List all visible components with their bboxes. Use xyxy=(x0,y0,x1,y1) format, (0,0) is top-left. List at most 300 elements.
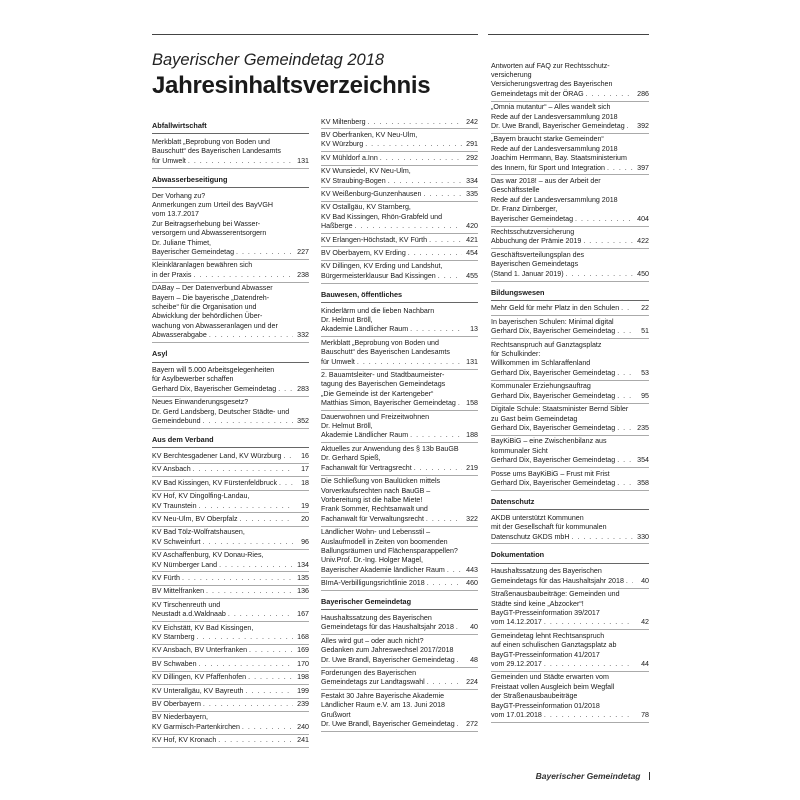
entry-text-line: Bauschutt“ des Bayerischen Landesamts xyxy=(321,348,450,357)
entry-text-line: Dr. Juliane Thimet, xyxy=(152,238,212,247)
entry-text-line: KV Wunsiedel, KV Neu-Ulm, xyxy=(321,167,411,176)
toc-entry[interactable] xyxy=(321,635,478,667)
toc-entry[interactable] xyxy=(152,491,309,514)
toc-entry[interactable] xyxy=(321,247,478,260)
entry-text-line: Neustadt a.d.Waldnaab xyxy=(152,610,226,619)
toc-entry[interactable] xyxy=(321,612,478,635)
entry-text-line: Merkblatt „Beprobung von Boden und xyxy=(321,338,439,347)
dot-leader xyxy=(236,248,293,257)
dot-leader xyxy=(199,660,293,669)
page-number: 40 xyxy=(470,623,478,632)
toc-entry[interactable] xyxy=(321,578,478,591)
dot-leader xyxy=(209,331,293,340)
entry-text-line: KV Dillingen, KV Erding und Landshut, xyxy=(321,262,443,271)
page-number: 283 xyxy=(297,384,309,393)
toc-entry[interactable] xyxy=(152,260,309,283)
entry-text-line: Gerhard Dix, Bayerischer Gemeindetag xyxy=(491,423,616,432)
entry-text-line: Dr. Helmut Bröll, xyxy=(321,422,373,431)
page-number: 352 xyxy=(297,417,309,426)
dot-leader xyxy=(571,533,633,542)
toc-section xyxy=(491,288,649,491)
toc-entry[interactable] xyxy=(321,234,478,247)
page-number: 13 xyxy=(470,325,478,334)
entry-text-line: Gemeindetags für das Haushaltsjahr 2018 xyxy=(321,623,454,632)
entry-text-line: Städte sind keine „Abzocker“! xyxy=(491,599,584,608)
page-number: 136 xyxy=(297,587,309,596)
entry-text-line: KV Hof, KV Dingolfing-Landau, xyxy=(152,492,250,501)
entry-text-line: Fachanwalt für Vertragsrecht xyxy=(321,463,412,472)
toc-entry[interactable] xyxy=(152,477,309,490)
entry-text-line: Neues Einwanderungsgesetz? xyxy=(152,398,249,407)
entry-text-line: Vorverkaufsrechten nach BauGB – xyxy=(321,486,431,495)
entry-text-line: Akademie Ländlicher Raum xyxy=(321,325,409,334)
footer-publication-name: Bayerischer Gemeindetag xyxy=(535,771,641,781)
toc-entry[interactable] xyxy=(152,550,309,573)
page-number: 330 xyxy=(637,532,649,541)
entry-text-line: Gedanken zum Jahreswechsel 2017/2018 xyxy=(321,646,454,655)
entry-text-line: Frank Sommer, Rechtsanwalt und xyxy=(321,505,428,514)
toc-entry[interactable] xyxy=(152,658,309,671)
page-number: 239 xyxy=(297,700,309,708)
page-number: 48 xyxy=(470,655,478,664)
toc-entry[interactable] xyxy=(491,436,649,468)
entry-text-line: Rechtsschutzversicherung xyxy=(491,228,575,236)
dot-leader xyxy=(408,249,462,258)
entry-text-line: KV Neu-Ulm, BV Oberpfalz xyxy=(152,514,238,523)
dot-leader xyxy=(583,237,633,246)
section-title: Asyl xyxy=(152,349,309,362)
entry-text-line: Antworten auf FAQ zur Rechtsschutz- xyxy=(491,61,610,70)
entry-text-line: BV Oberfranken, KV Neu-Ulm, xyxy=(321,130,418,139)
page-number: 291 xyxy=(466,140,478,149)
dot-leader xyxy=(245,687,293,696)
entry-text-line: Kleinkläranlagen bewähren sich xyxy=(152,261,253,270)
dot-leader xyxy=(575,215,633,224)
toc-entry[interactable] xyxy=(152,685,309,698)
toc-section xyxy=(152,349,309,429)
dot-leader xyxy=(279,479,293,488)
page-number: 392 xyxy=(637,121,649,130)
entry-text-line: „Bayern braucht starke Gemeinden“ xyxy=(491,135,604,144)
page-number: 17 xyxy=(301,465,309,474)
page-number: 334 xyxy=(466,176,478,185)
page-number: 454 xyxy=(466,248,478,257)
toc-entry[interactable] xyxy=(321,443,478,475)
entry-text-line: Bauschutt“ des Bayerischen Landesamts xyxy=(152,147,281,156)
entry-text-line: Rede auf der Landesversammlung 2018 xyxy=(491,195,618,204)
toc-section xyxy=(321,290,478,591)
toc-entry[interactable] xyxy=(491,134,649,176)
entry-text-line: BayKiBiG – eine Zwischenbilanz aus xyxy=(491,437,607,446)
entry-text-line: des Innern, für Sport und Integration xyxy=(491,163,605,172)
entry-text-line: Ländlicher Raum e.V. am 13. Juni 2018 xyxy=(321,701,445,710)
dot-leader xyxy=(617,392,633,401)
toc-entry[interactable] xyxy=(491,381,649,404)
toc-section xyxy=(152,121,309,169)
entry-text-line: BayGT-Presseinformation 01/2018 xyxy=(491,701,600,710)
toc-entry[interactable] xyxy=(321,188,478,201)
page-number: 131 xyxy=(297,156,309,165)
entry-text-line: Gerhard Dix, Bayerischer Gemeindetag xyxy=(491,327,616,336)
toc-entry[interactable] xyxy=(321,166,478,189)
toc-entry[interactable] xyxy=(321,668,478,691)
entry-text-line: KV Erlangen-Höchstadt, KV Fürth xyxy=(321,235,428,244)
entry-text-line: Merkblatt „Beprobung von Boden und xyxy=(152,137,270,146)
dot-leader xyxy=(219,561,293,570)
dot-leader xyxy=(368,118,462,127)
page-number: 169 xyxy=(297,646,309,655)
toc-entry[interactable] xyxy=(152,527,309,550)
entry-text-line: Haushaltssatzung des Bayerischen xyxy=(491,567,602,576)
toc-entry[interactable] xyxy=(152,397,309,429)
page-number: 332 xyxy=(297,331,309,340)
entry-text-line: Das war 2018! – aus der Arbeit der xyxy=(491,176,601,185)
dot-leader xyxy=(617,369,633,378)
entry-text-line: Gerhard Dix, Bayerischer Gemeindetag xyxy=(152,384,277,393)
entry-text-line: 2. Bauamtsleiter- und Stadtbaumeister- xyxy=(321,371,445,380)
toc-section xyxy=(321,597,478,732)
toc-entry[interactable] xyxy=(491,227,649,250)
section-title: Datenschutz xyxy=(491,497,649,510)
entry-text-line: Kinderlärm und die lieben Nachbarn xyxy=(321,306,435,315)
entry-text-line: Gerhard Dix, Bayerischer Gemeindetag xyxy=(491,368,616,377)
toc-entry[interactable] xyxy=(152,365,309,397)
dot-leader xyxy=(621,304,633,313)
dot-leader xyxy=(193,271,293,280)
page-number: 224 xyxy=(466,678,478,687)
entry-text-line: Versicherungsvertrag des Bayerischen xyxy=(491,80,613,89)
entry-text-line: Freistaat vollen Ausgleich beim Wegfall xyxy=(491,682,615,691)
entry-text-line: DABay – Der Datenverbund Abwasser xyxy=(152,284,273,293)
page-number: 241 xyxy=(297,736,309,745)
toc-entry[interactable] xyxy=(152,645,309,658)
section-title: Dokumentation xyxy=(491,550,649,563)
page-number: 450 xyxy=(637,269,649,278)
toc-column-1 xyxy=(152,117,309,754)
entry-text-line: Geschäftsverteilungsplan des xyxy=(491,250,585,259)
page-number: 455 xyxy=(466,271,478,280)
toc-entry[interactable] xyxy=(491,468,649,491)
page-number: 219 xyxy=(466,463,478,472)
toc-entry[interactable] xyxy=(152,450,309,463)
top-rule-right xyxy=(488,34,649,35)
toc-column-3 xyxy=(491,60,649,729)
toc-section xyxy=(152,435,309,748)
dot-leader xyxy=(457,720,462,729)
page-number: 16 xyxy=(301,451,309,460)
toc-entry[interactable] xyxy=(321,411,478,443)
toc-entry[interactable] xyxy=(321,202,478,234)
toc-section xyxy=(491,497,649,545)
toc-entry[interactable] xyxy=(321,690,478,732)
dot-leader xyxy=(426,515,462,524)
entry-text-line: Straßenausbaubeiträge: Gemeinden und xyxy=(491,590,620,599)
dot-leader xyxy=(218,736,293,745)
entry-text-line: Gerhard Dix, Bayerischer Gemeindetag xyxy=(491,478,616,487)
entry-text-line: KV Ansbach, BV Unterfranken xyxy=(152,646,248,655)
entry-text-line: Joachim Herrmann, Bay. Staatsministerium xyxy=(491,154,627,163)
page-number: 44 xyxy=(641,660,649,669)
entry-text-line: KV Bad Kissingen, Rhön-Grabfeld und xyxy=(321,212,443,221)
toc-entry[interactable] xyxy=(321,476,478,527)
toc-entry[interactable] xyxy=(491,249,649,281)
toc-entry[interactable] xyxy=(321,370,478,412)
dot-leader xyxy=(617,456,633,465)
entry-text-line: für Schulkinder: xyxy=(491,350,541,359)
page-number: 170 xyxy=(297,659,309,668)
entry-text-line: KV Ansbach xyxy=(152,465,191,474)
toc-entry[interactable] xyxy=(491,316,649,339)
page-number: 354 xyxy=(637,456,649,465)
section-title: Aus dem Verband xyxy=(152,435,309,448)
entry-text-line: Anmerkungen zum Urteil des BayVGH xyxy=(152,200,274,209)
page-number: 443 xyxy=(466,565,478,574)
entry-text-line: Die Schließung von Baulücken mittels xyxy=(321,477,441,486)
entry-text-line: In bayerischen Schulen: Minimal digital xyxy=(491,317,614,326)
toc-entry[interactable] xyxy=(152,712,309,735)
toc-entry[interactable] xyxy=(321,129,478,152)
toc-entry[interactable] xyxy=(321,152,478,165)
page-number: 167 xyxy=(297,610,309,619)
page-number: 22 xyxy=(641,304,649,313)
entry-text-line: (Stand 1. Januar 2019) xyxy=(491,269,564,278)
entry-text-line: BImA-Verbilligungsrichtlinie 2018 xyxy=(321,579,425,588)
toc-section xyxy=(491,60,649,282)
entry-text-line: BV Schwaben xyxy=(152,659,197,668)
entry-text-line: Bürgermeisterklausur Bad Kissingen xyxy=(321,271,436,280)
entry-text-line: vom 13.7.2017 xyxy=(152,210,199,219)
entry-text-line: Posse ums BayKiBiG – Frust mit Frist xyxy=(491,469,610,478)
entry-text-line: KV Bad Kissingen, KV Fürstenfeldbruck xyxy=(152,478,277,487)
page-number: 272 xyxy=(466,720,478,729)
page-number: 19 xyxy=(301,501,309,510)
entry-text-line: tagung des Bayerischen Gemeindetags xyxy=(321,380,446,389)
entry-text-line: Dauerwohnen und Freizeitwohnen xyxy=(321,412,430,421)
toc-entry[interactable] xyxy=(152,190,309,260)
toc-entry[interactable] xyxy=(491,672,649,723)
section-title: Abwasserbeseitigung xyxy=(152,175,309,188)
page-number: 397 xyxy=(637,163,649,172)
entry-text-line: Datenschutz GKDS mbH xyxy=(491,532,570,541)
page-number: 42 xyxy=(641,618,649,627)
entry-text-line: Forderungen des Bayerischen xyxy=(321,669,417,677)
page-number: 96 xyxy=(301,537,309,546)
dot-leader xyxy=(240,515,293,524)
page-footer xyxy=(536,771,650,781)
page-number: 286 xyxy=(637,89,649,98)
dot-leader xyxy=(427,678,462,687)
toc-entry[interactable] xyxy=(491,60,649,102)
dot-leader xyxy=(228,610,293,619)
entry-text-line: Rede auf der Landesversammlung 2018 xyxy=(491,112,618,121)
dot-leader xyxy=(456,623,462,632)
page-number: 199 xyxy=(297,686,309,695)
entry-text-line: Abwasserabgabe xyxy=(152,331,207,340)
dot-leader xyxy=(617,327,633,336)
page-number: 40 xyxy=(641,576,649,585)
page-number: 18 xyxy=(301,478,309,487)
entry-text-line: Dr. Uwe Brandl, Bayerischer Gemeindetag xyxy=(491,121,625,130)
toc-entry[interactable] xyxy=(491,630,649,672)
header-subtitle: Bayerischer Gemeindetag 2018 xyxy=(152,51,385,69)
dot-leader xyxy=(283,452,293,461)
footer-divider xyxy=(649,772,651,780)
entry-text-line: Gemeindetags mit der ÖRAG xyxy=(491,89,584,98)
toc-entry[interactable] xyxy=(152,464,309,477)
page-number: 51 xyxy=(641,327,649,336)
entry-text-line: KV Eichstätt, KV Bad Kissingen, xyxy=(152,623,254,632)
dot-leader xyxy=(414,464,462,473)
entry-text-line: Gerhard Dix, Bayerischer Gemeindetag xyxy=(491,456,616,465)
entry-text-line: Grußwort xyxy=(321,710,351,719)
entry-text-line: kommunaler Sicht xyxy=(491,446,548,455)
entry-text-line: Abbuchung der Prämie 2019 xyxy=(491,237,582,246)
page-number: 404 xyxy=(637,214,649,223)
toc-entry[interactable] xyxy=(491,589,649,631)
toc-entry[interactable] xyxy=(152,136,309,168)
toc-entry[interactable] xyxy=(152,672,309,685)
toc-entry[interactable] xyxy=(152,586,309,599)
dot-leader xyxy=(388,177,462,186)
dot-leader xyxy=(203,417,293,426)
dot-leader xyxy=(586,90,633,99)
toc-entry[interactable] xyxy=(321,261,478,284)
entry-text-line: Matthias Simon, Bayerischer Gemeindetag xyxy=(321,399,456,408)
toc-entry[interactable] xyxy=(152,699,309,712)
entry-text-line: KV Weißenburg-Gunzenhausen xyxy=(321,189,422,198)
entry-text-line: Ballungsräumen und Flächensparappellen? xyxy=(321,546,458,555)
toc-entry[interactable] xyxy=(152,283,309,343)
toc-section xyxy=(321,116,478,284)
dot-leader xyxy=(447,566,462,575)
entry-text-line: mit der Gesellschaft für kommunalen xyxy=(491,523,607,532)
entry-text-line: versorgern und Abwasserentsorgern xyxy=(152,229,267,238)
entry-text-line: KV Ostallgäu, KV Starnberg, xyxy=(321,203,411,212)
entry-text-line: KV Straubing-Bogen xyxy=(321,176,386,185)
toc-entry[interactable] xyxy=(491,404,649,436)
entry-text-line: in der Praxis xyxy=(152,270,192,279)
entry-text-line: Gemeindebund xyxy=(152,417,201,426)
entry-text-line: Rede auf der Landesversammlung 2018 xyxy=(491,144,618,153)
toc-section xyxy=(152,175,309,344)
entry-text-line: Univ.Prof. Dr.-Ing. Holger Magel, xyxy=(321,556,423,565)
entry-text-line: BV Oberbayern xyxy=(152,700,201,708)
entry-text-line: BayGT-Presseinformation 41/2017 xyxy=(491,650,600,659)
dot-leader xyxy=(617,424,633,433)
page-header xyxy=(152,50,472,102)
entry-text-line: Rechtsanspruch auf Ganztagsplatz xyxy=(491,340,602,349)
entry-text-line: Alles wird gut – oder auch nicht? xyxy=(321,636,424,645)
entry-text-line: KV Berchtesgadener Land, KV Würzburg xyxy=(152,451,282,460)
toc-entry[interactable] xyxy=(491,566,649,589)
toc-entry[interactable] xyxy=(491,102,649,134)
entry-text-line: Bayerischer Gemeindetag xyxy=(491,214,574,223)
entry-text-line: Dr. Uwe Brandl, Bayerischer Gemeindetag xyxy=(321,720,455,729)
toc-entry[interactable] xyxy=(152,572,309,585)
toc-entry[interactable] xyxy=(491,303,649,316)
toc-entry[interactable] xyxy=(491,175,649,226)
dot-leader xyxy=(544,618,633,627)
dot-leader xyxy=(458,399,462,408)
top-rule-left xyxy=(152,34,478,35)
entry-text-line: Gemeindetags für das Haushaltsjahr 2018 xyxy=(491,576,624,585)
toc-entry[interactable] xyxy=(321,337,478,369)
entry-text-line: Bayern will 5.000 Arbeitsgelegenheiten xyxy=(152,366,275,375)
dot-leader xyxy=(193,465,293,474)
entry-text-line: Dr. Gerhard Spieß, xyxy=(321,454,381,463)
dot-leader xyxy=(242,723,293,732)
section-title: Abfallwirtschaft xyxy=(152,121,309,134)
entry-text-line: Kommunaler Erziehungsauftrag xyxy=(491,382,591,391)
page-number: 134 xyxy=(297,560,309,569)
entry-text-line: vom 14.12.2017 xyxy=(491,618,542,627)
toc-entry[interactable] xyxy=(152,599,309,622)
page-number: 158 xyxy=(466,399,478,408)
page-number: 292 xyxy=(466,153,478,162)
dot-leader xyxy=(248,673,293,682)
entry-text-line: Bayern – Die bayerische „Datendreh- xyxy=(152,293,270,302)
page-number: 227 xyxy=(297,247,309,256)
page-number: 322 xyxy=(466,514,478,523)
entry-text-line: für Umwelt xyxy=(321,357,355,366)
page-number: 168 xyxy=(297,632,309,641)
toc-entry[interactable] xyxy=(321,116,478,129)
section-title: Bildungswesen xyxy=(491,288,649,301)
page-number: 460 xyxy=(466,579,478,588)
page-number: 53 xyxy=(641,368,649,377)
entry-text-line: Dr. Uwe Brandl, Bayerischer Gemeindetag xyxy=(321,655,455,664)
entry-text-line: Digitale Schule: Staatsminister Bernd Sibler xyxy=(491,405,629,414)
dot-leader xyxy=(429,236,462,245)
page-number: 420 xyxy=(466,222,478,231)
page-number: 422 xyxy=(637,237,649,246)
dot-leader xyxy=(423,190,462,199)
entry-text-line: Auslaufmodell in Zeiten von boomenden xyxy=(321,537,448,546)
entry-text-line: BV Niederbayern, xyxy=(152,713,208,722)
toc-entry[interactable] xyxy=(152,513,309,526)
entry-text-line: KV Starnberg xyxy=(152,632,195,641)
toc-entry[interactable] xyxy=(152,735,309,748)
entry-text-line: KV Fürth xyxy=(152,573,180,582)
entry-text-line: KV Schweinfurt xyxy=(152,537,201,546)
entry-text-line: zu Gast beim Gemeindetag xyxy=(491,414,578,423)
dot-leader xyxy=(438,272,462,281)
entry-text-line: wachung von Abwasseranlagen und der xyxy=(152,321,278,330)
entry-text-line: KV Aschaffenburg, KV Donau-Ries, xyxy=(152,551,264,560)
dot-leader xyxy=(365,140,462,149)
page-number: 238 xyxy=(297,270,309,279)
dot-leader xyxy=(197,633,293,642)
entry-text-line: auf einen schulischen Ganztagsplatz ab xyxy=(491,641,617,650)
toc-column-2 xyxy=(321,116,478,738)
entry-text-line: Abwicklung der behördlichen Über- xyxy=(152,312,263,321)
entry-text-line: Ländlicher Wohn- und Lebensstil – xyxy=(321,528,431,537)
page-number: 95 xyxy=(641,391,649,400)
toc-entry[interactable] xyxy=(321,305,478,337)
toc-entry[interactable] xyxy=(152,622,309,645)
entry-text-line: vom 29.12.2017 xyxy=(491,660,542,669)
entry-text-line: AKDB unterstützt Kommunen xyxy=(491,513,584,522)
entry-text-line: Gerhard Dix, Bayerischer Gemeindetag xyxy=(491,391,616,400)
toc-entry[interactable] xyxy=(321,527,478,578)
entry-text-line: Dr. Helmut Bröll, xyxy=(321,316,373,324)
toc-entry[interactable] xyxy=(491,512,649,544)
dot-leader xyxy=(607,164,633,173)
entry-text-line: KV Tirschenreuth und xyxy=(152,600,221,609)
page-number: 135 xyxy=(297,573,309,582)
toc-entry[interactable] xyxy=(491,339,649,381)
entry-text-line: der Straßenausbaubeiträge xyxy=(491,692,578,701)
